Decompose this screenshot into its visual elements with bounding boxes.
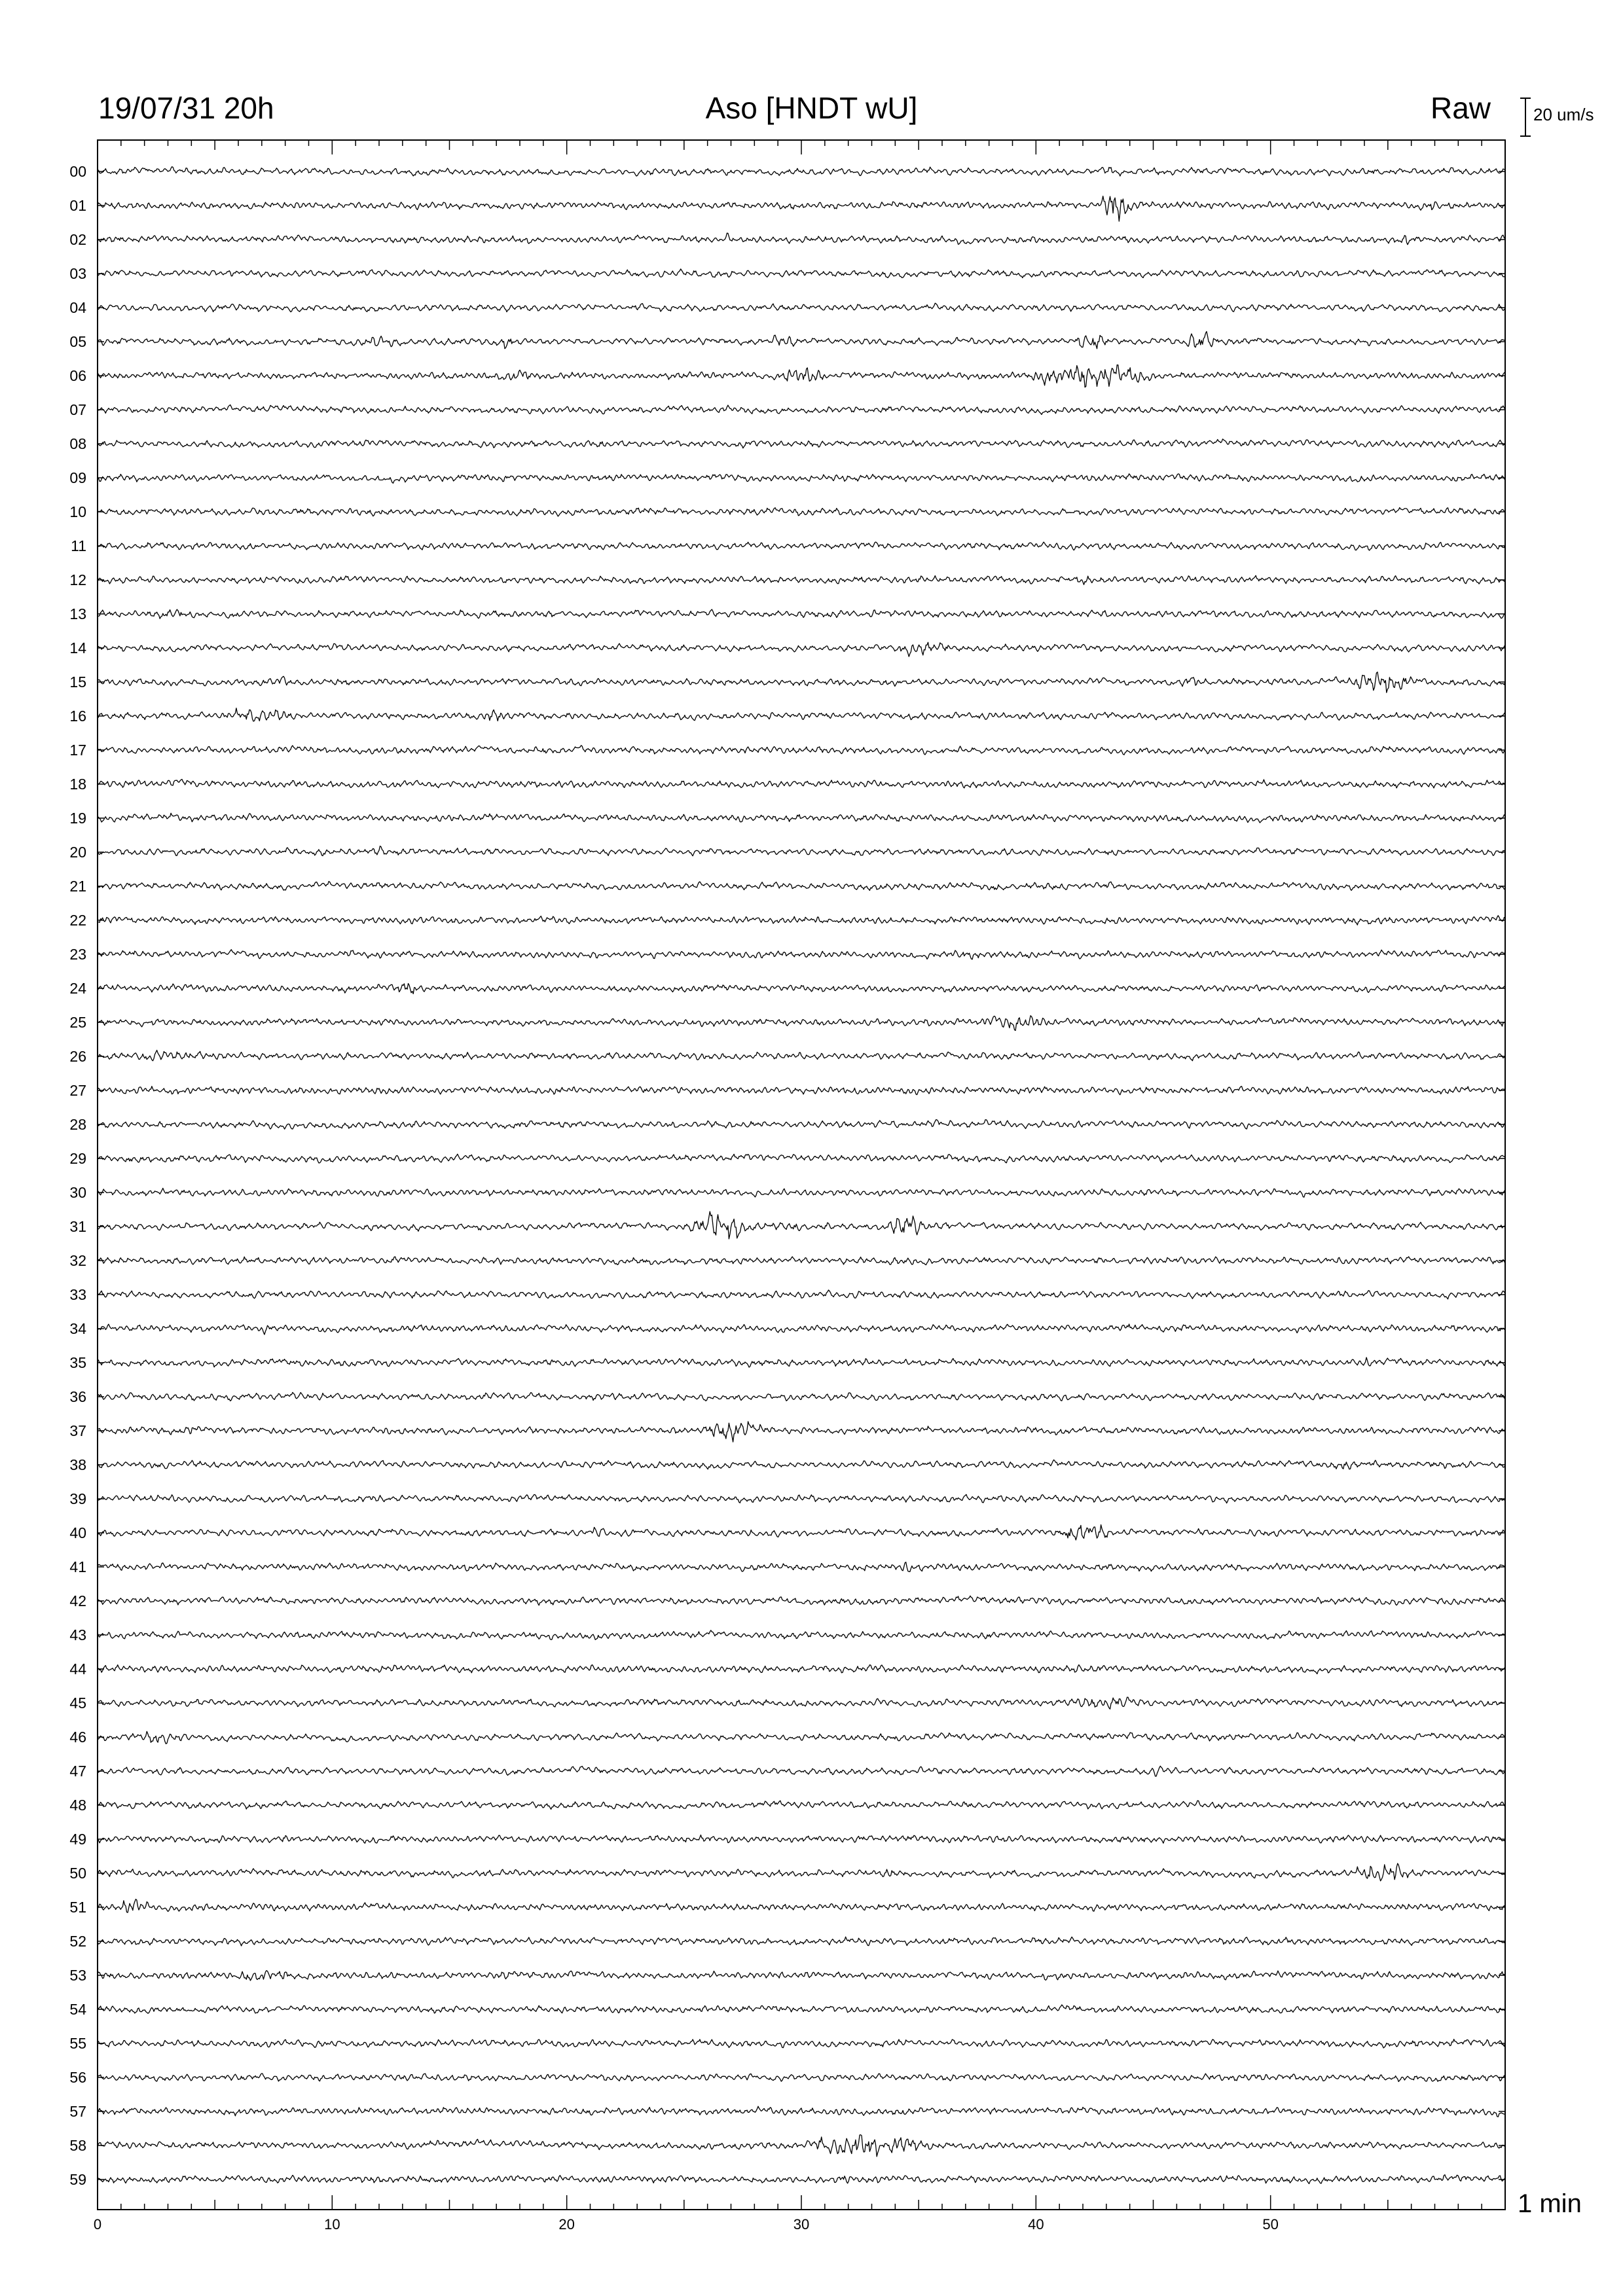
trace-14 xyxy=(98,642,1505,656)
trace-34 xyxy=(98,1324,1505,1335)
trace-32 xyxy=(98,1257,1505,1265)
trace-16 xyxy=(98,708,1505,721)
trace-12 xyxy=(98,575,1505,584)
row-label: 28 xyxy=(69,1116,86,1133)
row-label: 17 xyxy=(69,742,86,759)
row-label: 43 xyxy=(69,1626,86,1643)
row-label: 44 xyxy=(69,1660,86,1677)
trace-40 xyxy=(98,1525,1505,1540)
row-label: 08 xyxy=(69,435,86,452)
row-label: 11 xyxy=(71,537,86,554)
row-label: 49 xyxy=(69,1831,86,1848)
trace-50 xyxy=(98,1863,1505,1881)
trace-23 xyxy=(98,950,1505,960)
trace-03 xyxy=(98,269,1505,278)
trace-08 xyxy=(98,439,1505,448)
row-label: 22 xyxy=(69,912,86,929)
trace-20 xyxy=(98,846,1505,856)
row-label: 56 xyxy=(69,2069,86,2086)
row-label: 45 xyxy=(69,1695,86,1712)
x-tick-label: 30 xyxy=(793,2216,810,2233)
trace-28 xyxy=(98,1120,1505,1130)
row-label: 38 xyxy=(69,1456,86,1473)
trace-33 xyxy=(98,1290,1505,1299)
trace-25 xyxy=(98,1016,1505,1031)
row-label: 14 xyxy=(69,639,86,656)
row-label: 33 xyxy=(69,1286,86,1303)
row-label: 21 xyxy=(69,878,86,895)
x-axis-unit-label: 1 min xyxy=(1518,2189,1582,2218)
trace-00 xyxy=(98,167,1505,176)
trace-24 xyxy=(98,984,1505,994)
mode-label: Raw xyxy=(1431,91,1491,125)
trace-39 xyxy=(98,1494,1505,1503)
trace-54 xyxy=(98,2005,1505,2013)
plot-frame xyxy=(98,140,1505,2210)
trace-42 xyxy=(98,1596,1505,1605)
row-label: 18 xyxy=(69,776,86,793)
trace-27 xyxy=(98,1086,1505,1095)
trace-21 xyxy=(98,882,1505,891)
trace-48 xyxy=(98,1801,1505,1809)
row-label: 47 xyxy=(69,1763,86,1780)
x-tick-label: 40 xyxy=(1028,2216,1044,2233)
row-label: 34 xyxy=(69,1320,86,1337)
x-tick-label: 50 xyxy=(1262,2216,1279,2233)
row-label: 50 xyxy=(69,1865,86,1882)
trace-47 xyxy=(98,1766,1505,1776)
trace-10 xyxy=(98,508,1505,516)
row-label: 01 xyxy=(69,197,86,214)
trace-57 xyxy=(98,2106,1505,2117)
row-label: 55 xyxy=(69,2035,86,2052)
trace-56 xyxy=(98,2073,1505,2081)
station-title: Aso [HNDT wU] xyxy=(705,91,918,125)
row-label: 29 xyxy=(69,1150,86,1167)
row-label: 10 xyxy=(69,503,86,520)
trace-43 xyxy=(98,1630,1505,1640)
row-label: 06 xyxy=(69,367,86,384)
trace-11 xyxy=(98,542,1505,550)
row-label: 19 xyxy=(69,810,86,827)
row-label: 00 xyxy=(69,163,86,180)
trace-17 xyxy=(98,745,1505,755)
row-label: 12 xyxy=(69,571,86,588)
trace-19 xyxy=(98,813,1505,823)
trace-30 xyxy=(98,1188,1505,1197)
row-label: 07 xyxy=(69,401,86,418)
row-label: 05 xyxy=(69,333,86,350)
row-label: 58 xyxy=(69,2137,86,2154)
trace-01 xyxy=(98,196,1505,222)
row-label: 16 xyxy=(69,708,86,725)
x-tick-label: 0 xyxy=(93,2216,102,2233)
trace-31 xyxy=(98,1211,1505,1239)
trace-13 xyxy=(98,609,1505,619)
trace-45 xyxy=(98,1697,1505,1709)
trace-59 xyxy=(98,2175,1505,2184)
trace-09 xyxy=(98,474,1505,483)
trace-22 xyxy=(98,916,1505,925)
row-label: 37 xyxy=(69,1422,86,1439)
row-label: 04 xyxy=(69,299,86,316)
row-label: 02 xyxy=(69,231,86,248)
row-label: 30 xyxy=(69,1184,86,1201)
x-tick-label: 20 xyxy=(558,2216,575,2233)
row-label: 13 xyxy=(69,605,86,622)
row-label: 39 xyxy=(69,1490,86,1507)
row-label: 59 xyxy=(69,2171,86,2188)
trace-52 xyxy=(98,1937,1505,1946)
row-label: 25 xyxy=(69,1014,86,1031)
row-label: 36 xyxy=(69,1388,86,1405)
trace-35 xyxy=(98,1357,1505,1367)
row-label: 03 xyxy=(69,265,86,282)
trace-58 xyxy=(98,2135,1505,2157)
row-label: 24 xyxy=(69,980,86,997)
trace-36 xyxy=(98,1392,1505,1401)
row-label: 27 xyxy=(69,1082,86,1099)
row-label: 54 xyxy=(69,2001,86,2018)
trace-55 xyxy=(98,2039,1505,2048)
row-label: 23 xyxy=(69,946,86,963)
trace-44 xyxy=(98,1665,1505,1674)
x-tick-label: 10 xyxy=(324,2216,340,2233)
trace-51 xyxy=(98,1899,1505,1912)
row-label: 46 xyxy=(69,1729,86,1746)
trace-53 xyxy=(98,1971,1505,1981)
trace-04 xyxy=(98,303,1505,312)
trace-26 xyxy=(98,1050,1505,1061)
row-label: 53 xyxy=(69,1967,86,1984)
date-hour-label: 19/07/31 20h xyxy=(98,91,274,125)
row-label: 31 xyxy=(69,1218,86,1235)
row-label: 52 xyxy=(69,1933,86,1950)
trace-49 xyxy=(98,1835,1505,1844)
row-label: 57 xyxy=(69,2103,86,2120)
trace-07 xyxy=(98,405,1505,415)
row-label: 41 xyxy=(69,1558,86,1575)
amplitude-scale-label: 20 um/s xyxy=(1533,105,1594,124)
trace-18 xyxy=(98,780,1505,788)
row-label: 26 xyxy=(69,1048,86,1065)
trace-05 xyxy=(98,331,1505,348)
trace-02 xyxy=(98,233,1505,245)
trace-41 xyxy=(98,1562,1505,1572)
row-label: 35 xyxy=(69,1354,86,1371)
trace-06 xyxy=(98,365,1505,387)
trace-37 xyxy=(98,1422,1505,1442)
row-label: 15 xyxy=(69,673,86,691)
row-label: 40 xyxy=(69,1524,86,1541)
trace-38 xyxy=(98,1460,1505,1469)
row-label: 09 xyxy=(69,469,86,486)
row-label: 20 xyxy=(69,844,86,861)
trace-46 xyxy=(98,1731,1505,1744)
trace-29 xyxy=(98,1154,1505,1163)
row-label: 32 xyxy=(69,1252,86,1269)
row-label: 42 xyxy=(69,1592,86,1609)
row-label: 51 xyxy=(69,1899,86,1916)
row-label: 48 xyxy=(69,1797,86,1814)
trace-15 xyxy=(98,672,1505,692)
